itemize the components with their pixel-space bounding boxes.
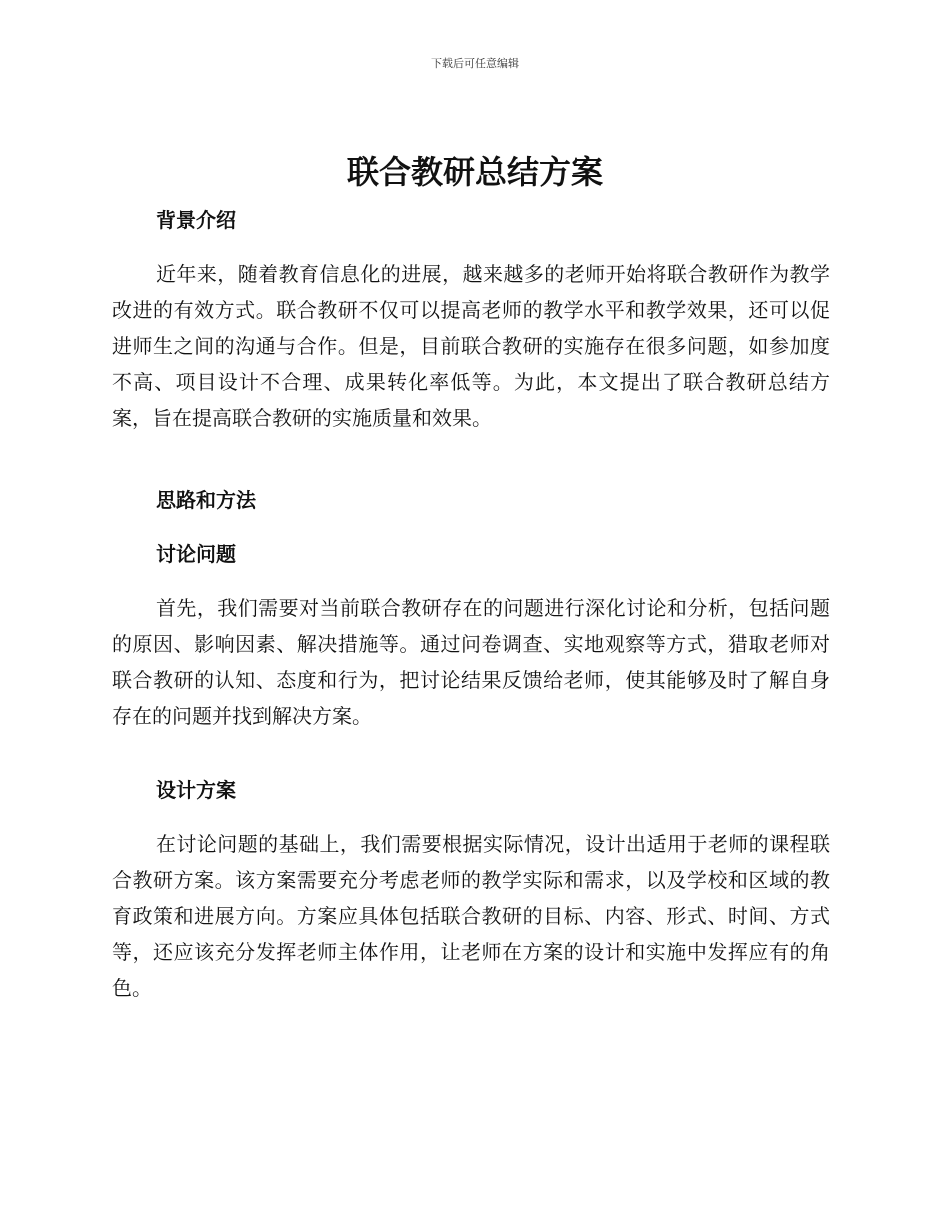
section-heading-approach: 思路和方法 <box>156 488 256 512</box>
paragraph-discussion: 首先，我们需要对当前联合教研存在的问题进行深化讨论和分析，包括问题的原因、影响因素、解决措施等。通过问卷调查、实地观察等方式，猎取老师对联合教研的认知、态度和行为，把讨论结果反馈给老师，使其能够及时了解自身存在的问题并找到解决方案。 <box>112 596 830 728</box>
paragraph-background: 近年来，随着教育信息化的进展，越来越多的老师开始将联合教研作为教学改进的有效方式。联合教研不仅可以提高老师的教学水平和教学效果，还可以促进师生之间的沟通与合作。但是，目前联合教研的实施存在很多问题，如参加度不高、项目设计不合理、成果转化率低等。为此，本文提出了联合教研总结方案，旨在提高联合教研的实施质量和效果。 <box>112 262 830 430</box>
section-heading-discussion: 讨论问题 <box>156 542 236 566</box>
section-heading-background: 背景介绍 <box>156 208 236 232</box>
page-header-note: 下载后可任意编辑 <box>431 57 519 70</box>
section-heading-design: 设计方案 <box>156 778 236 802</box>
paragraph-design: 在讨论问题的基础上，我们需要根据实际情况，设计出适用于老师的课程联合教研方案。该方案需要充分考虑老师的教学实际和需求，以及学校和区域的教育政策和进展方向。方案应具体包括联合教研的目标、内容、形式、时间、方式等，还应该充分发挥老师主体作用，让老师在方案的设计和实施中发挥应有的角色。 <box>112 832 830 1000</box>
document-title: 联合教研总结方案 <box>346 153 603 191</box>
